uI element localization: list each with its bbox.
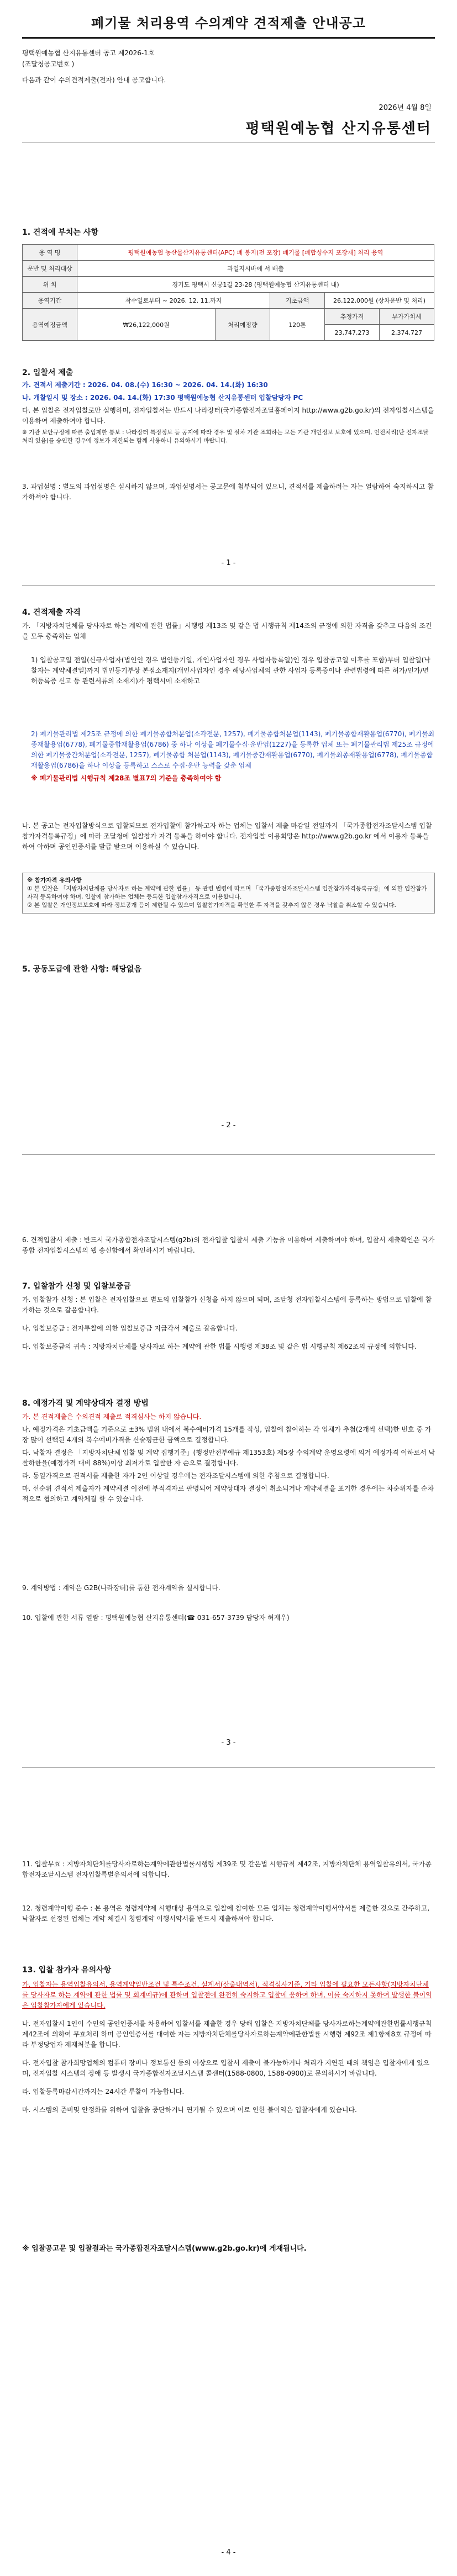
system-caution-text: 다. 전자입찰 참가희망업체의 컴퓨터 장비나 정보통신 등의 이상으로 입찰서 제출이 불가능하거나 처리가 지연된 때의 책임은 입찰자에게 있으며, 전자입찰 시스템의 장애 등 발생시 국가종합전자조달시스템 콜센터(1588-0800, 1588-0900)로 문의하시기 바랍니다. [22,2059,430,2077]
section-6-body [22,1235,435,1258]
registration-paragraph: 나. 본 공고는 전자입찰방식으로 입찰되므로 전자입찰에 참가하고자 하는 업체는 입찰서 제출 마감일 전일까지 「국가종합전자조달시스템 입찰참가자격등록규정」에 따라 조달청에 입찰참가 자격 등록을 하여야 합니다. 전자입찰 이용희망은 http://www.g2b.go.kr 에서 이용자 등록을 하여 야하며 공인인증서를 발급 받으며 이용하실 수 있습니다. [22,822,432,851]
notice-meta [22,47,154,70]
deposit-text: 나. 입찰보증금 : 전자투찰에 의한 입찰보증금 지급각서 제출로 갈음합니다. [22,1324,238,1332]
budget-value: ₩26,122,000원 [77,309,216,341]
location-value: 경기도 평택시 신궁1길 23-28 (평택원예농협 산지유통센터 내) [77,277,434,293]
security-note: ※ 기관 보안규정에 따른 출입제한 통보 : 나라장터 특정정보 등 공지에 따라 경우 및 절차 기관 조회하는 모든 기관 개인정보 보호에 있으며, 인전처리(단 전자조달 처리 있음)를 승인한 경우에 정보가 제한되는 함께 사용하니 유의하시기 바랍니다. [22,429,429,444]
bidder-caution-text: 가. 입찰자는 용역입찰유의서, 용역계약일반조건 및 특수조건, 설계서(산출내역서), 적격심사기준, 기타 입찰에 필요한 모든사항(지방자치단체를 당사자로 하는 계약에 관한 법률 및 회계예규)에 관하여 입찰전에 완전히 숙지하고 입찰에 응하여 하며, 이를 숙지하지 못하여 발생한 불이익은 입찰참가자에게 있습니다. [22,1981,432,2009]
tie-rule-text: 라. 동일가격으로 견적서를 제출한 자가 2인 이상일 경우에는 전자조달시스템에 의한 추첨으로 결정합니다. [22,1472,329,1480]
section-1-heading: 1. 견적에 부치는 사항 [22,228,98,237]
quantity-value: 120톤 [270,309,325,341]
section-10-body: 10. 입찰에 관한 서류 열람 : 평택원예농협 산지유통센터(☎ 031-657-3739 담당자 허재우) [22,1614,290,1622]
invalid-bid-text: 11. 입찰무효 : 지방자치단체를당사자로하는계약에관한법률시행령 제39조 및 같은법 시행규칙 제42조, 지방자치단체 용역입찰유의서, 국가종합전자조달시스템 전자입찰특별유의서에 의합니다. [22,1860,432,1878]
page-break-2 [22,1154,435,1155]
section-2-heading: 2. 입찰서 제출 [22,368,73,377]
estimated-price-method: 나. 예정가격은 기초금액을 기준으로 ±3% 범위 내에서 복수예비가격 15개를 작성, 입찰에 참여하는 각 업체가 추첨(2개씩 선택)한 번호 중 가장 많이 선택된 4개의 복수예비가격을 산술평균한 금액으로 결정합니다. [22,1426,432,1444]
quantity-label: 처리예정량 [216,309,270,341]
contract-info-table [22,244,434,341]
opening-datetime: 나. 개찰일시 및 장소 : 2026. 04. 14.(화) 17:30 평택원예농협 산지유통센터 입찰담당자 PC [22,394,303,402]
integrity-text: 12. 청렴계약이행 준수 : 본 용역은 청렴계약제 시행대상 용역으로 입찰에 참여한 모든 업체는 청렴계약이행서약서를 제출한 것으로 간주하고, 낙찰자로 선정된 업체는 계약 체결시 청렴계약 이행서약서를 반드시 제출하셔야 합니다. [22,1904,430,1923]
registration-text [22,821,435,854]
location-label: 위 치 [23,277,77,293]
section-4-body [22,621,435,644]
notice-box-item-2: ② 본 입찰은 개인정보보호에 따라 정보공개 등이 제한될 수 있으며 입찰참가자격을 확인한 후 자격을 갖추지 않은 경우 낙찰을 취소할 수 있습니다. [27,902,396,909]
vat-value: 2,374,727 [380,325,434,341]
page-number-1: - 1 - [221,559,236,567]
page-number-4: - 4 - [221,2548,236,2557]
estimated-price-label: 추정가격 [325,309,380,325]
page-number-2: - 2 - [221,1121,236,1129]
title-divider [22,37,435,39]
section-divider [22,142,435,143]
section-8-body [22,1412,435,1507]
section-12-body [22,1903,435,1926]
section-9-body: 9. 계약방법 : 계약은 G2B(나라장터)를 통한 전자계약을 실시합니다. [22,1584,220,1592]
notice-box-item-1: ① 본 입찰은 「지방자치단체를 당사자로 하는 계약에 관한 법률」 등 관련 법령에 따르며 「국가종합전자조달시스템 입찰참가자격등록규정」에 의한 입찰참가자격 등록하여야 하며, 입찰에 참가하는 업체는 등록한 입찰참가자격으로 이용합니다. [27,885,427,900]
section-2-body [22,380,435,447]
qualification-lead: 가. 「지방자치단체를 당사자로 하는 계약에 관한 법률」시행령 제13조 및 같은 법 시행규칙 제14조의 규정에 의한 자격을 갖추고 다음의 조건을 모두 충족하는 업체 [22,622,432,640]
section-13-heading: 13. 입찰 참가자 유의사항 [22,1966,112,1975]
final-notice: ※ 입찰공고문 및 입찰결과는 국가종합전자조달시스템(www.g2b.go.kr)에 게재됩니다. [22,2245,307,2253]
qualification-item-2 [31,729,435,786]
notice-box-title: ※ 참가자격 유의사항 [27,877,82,884]
qualification-item-1-text: 1) 입찰공고일 전일(신규사업자(법인인 경우 법인등기일, 개인사업자인 경우 사업자등록일)인 경우 입찰공고일 이후를 포함)부터 입찰일(낙찰자는 계약체결일)까지 법인등기부상 본점소재지(개인사업자인 경우 해당사업체의 관한 사업자 등록증이나 관련법령에 따른 허가/인가/면허등록증 신고 등 관련서류의 소재지)가 평택시에 소재하고 [31,656,430,685]
certificate-caution-text: 나. 전자입찰시 1인이 수인의 공인인증서를 차용하여 입찰서를 제출한 경우 당해 입찰은 지방자치단체를 당사자로하는계약에관한법률시행규칙 제42조에 의하여 무효처리 하며 공인인증서를 대여한 자는 지방자치단체를당사자로하는계약에관한법률 시행령 제92조 제1항제8호 규정에 따라 부정당업자 제재처분을 합니다. [22,2020,432,2049]
briefing-text: 3. 과업설명 : 별도의 과업설명은 실시하지 않으며, 과업설명서는 공고문에 첨부되어 있으니, 견적서를 제출하려는 자는 열람하여 숙지하시고 참가하셔야 합니다. [22,483,434,501]
period-label: 용역기간 [23,293,77,309]
intro-text: 다음과 같이 수의견적제출(전자) 안내 공고합니다. [22,76,166,84]
target-label: 운반 및 처리대상 [23,261,77,277]
participation-text: 가. 입찰참가 신청 : 본 입찰은 전자입찰으로 별도의 입찰참가 신청을 하지 않으며 되며, 조달청 전자입찰시스템에 등록하는 방법으로 입찰에 참가하는 것으로 갈음합니다. [22,1296,432,1314]
fallback-rule-text: 마. 선순위 견적서 제출자가 계약체결 이전에 부적격자로 판명되어 계약상대자 결정이 취소되거나 계약체결을 포기한 경우에는 차순위자를 순차적으로 협의하고 계약체결 할 수 있습니다. [22,1485,434,1503]
qualification-note: ※ 폐기물관리법 시행규칙 제28조 별표7의 기준을 충족하여야 함 [31,774,222,782]
base-amount-label: 기초금액 [270,293,325,309]
qualification-item-2-text: 2) 폐기물관리법 제25조 규정에 의한 폐기물종합처분업(소각전문, 1257), 폐기물종합처분업(1143), 폐기물종합재활용업(6770), 폐기물최종재활용업(6778), 폐기물중합재활용업(6786) 중 하나 이상을 폐기물수집·운반업(1227)을 등록한 업체 또는 폐기물관리법 제25조 규정에 의한 폐기물중간처분업(소각전문, 1257), 폐기물종합 처분업(1143), 폐기물중간재활용업(6770), 폐기물최종재활용업(6778), 폐기물종합재활용업(6786)을 하나 이상을 등록하고 스스로 수집·운반 능력을 갖춘 업체 [31,730,435,769]
section-11-body [22,1859,435,1882]
delay-text: 마. 시스템의 준비및 안정화를 위하여 입찰을 중단하거나 연기될 수 있으며 이로 인한 불이익은 입찰자에게 있습니다. [22,2106,357,2114]
notice-number: 평택원예농협 산지유통센터 공고 제2026-1호 [22,49,155,57]
deadline-text: 라. 입찰등록마감시간까지는 24시간 투찰이 가능합니다. [22,2088,185,2095]
deposit-forfeit-text: 다. 입찰보증금의 귀속 : 지방자치단체를 당사자로 하는 계약에 관한 법률 시행령 제38조 및 같은 법 시행규칙 제62조의 규정에 의합니다. [22,1343,417,1350]
winner-decision-text: 다. 낙찰자 결정은 「지방자치단체 입찰 및 계약 집행기준」(행정안전부예규 제1353호) 제5장 수의계약 운영요령에 의거 예정가격 이하로서 낙찰하한율(예정가격 대비 88%)이상 최저가로 입찰한 자 순으로 결정합니다. [22,1449,435,1467]
section-7-body [22,1295,435,1354]
submission-period: 가. 견적서 제출기간 : 2026. 04. 08.(수) 16:30 ~ 2026. 04. 14.(화) 16:30 [22,381,268,389]
section-5-heading: 5. 공동도급에 관한 사항: 해당없음 [22,965,141,974]
section-7-heading: 7. 입찰참가 신청 및 입찰보증금 [22,1282,131,1291]
page-break-3 [22,1767,435,1768]
no-review-text: 가. 본 견적제출은 수의견적 제출로 적격심사는 하지 않습니다. [22,1413,202,1421]
qualification-notice-box [22,873,435,914]
section-4-heading: 4. 견적제출 자격 [22,608,81,617]
e-bid-rule: 다. 본 입찰은 전자입찰로만 실행하며, 전자입찰서는 반드시 나라장터(국가종합전자조달홈페이지 http://www.g2b.go.kr)의 전자입찰시스템을 이용하여 제출하여야 합니다. [22,407,434,425]
estimated-price-value: 23,747,273 [325,325,380,341]
budget-label: 용역예정금액 [23,309,77,341]
section-13-body [22,1979,435,2118]
section-8-heading: 8. 예정가격 및 계약상대자 결정 방법 [22,1399,149,1408]
page-break-1 [22,585,435,586]
service-name-label: 용 역 명 [23,245,77,261]
period-value: 착수일로부터 ~ 2026. 12. 11.까지 [77,293,270,309]
organization-name: 평택원예농협 산지유통센터 [245,120,432,137]
service-name-value: 평택원예농협 농산물산지유통센터(APC) 폐 봉지(전 포장) 폐기물 [폐합성수지 포장재] 처리 용역 [77,245,434,261]
submission-text: 6. 견적입찰서 제출 : 반드시 국가종합전자조달시스템(g2b)의 전자입찰 입찰서 제출 기능을 이용하여 제출하여야 하며, 입찰서 제출확인은 국가종합 전자입찰시스템의 웹 송신함에서 확인하시기 바랍니다. [22,1236,435,1254]
page-number-3: - 3 - [221,1739,236,1747]
notice-date: 2026년 4월 8일 [379,104,432,112]
base-amount-value: 26,122,000원 (상차운반 및 처리) [325,293,434,309]
procurement-number: (조달청공고번호 ) [22,60,75,68]
section-3-body [22,482,435,505]
qualification-item-1 [31,655,435,689]
page-title: 폐기물 처리용역 수의계약 견적제출 안내공고 [91,15,366,31]
target-value: 과일지시바에 서 배출 [77,261,434,277]
vat-label: 부가가치세 [380,309,434,325]
